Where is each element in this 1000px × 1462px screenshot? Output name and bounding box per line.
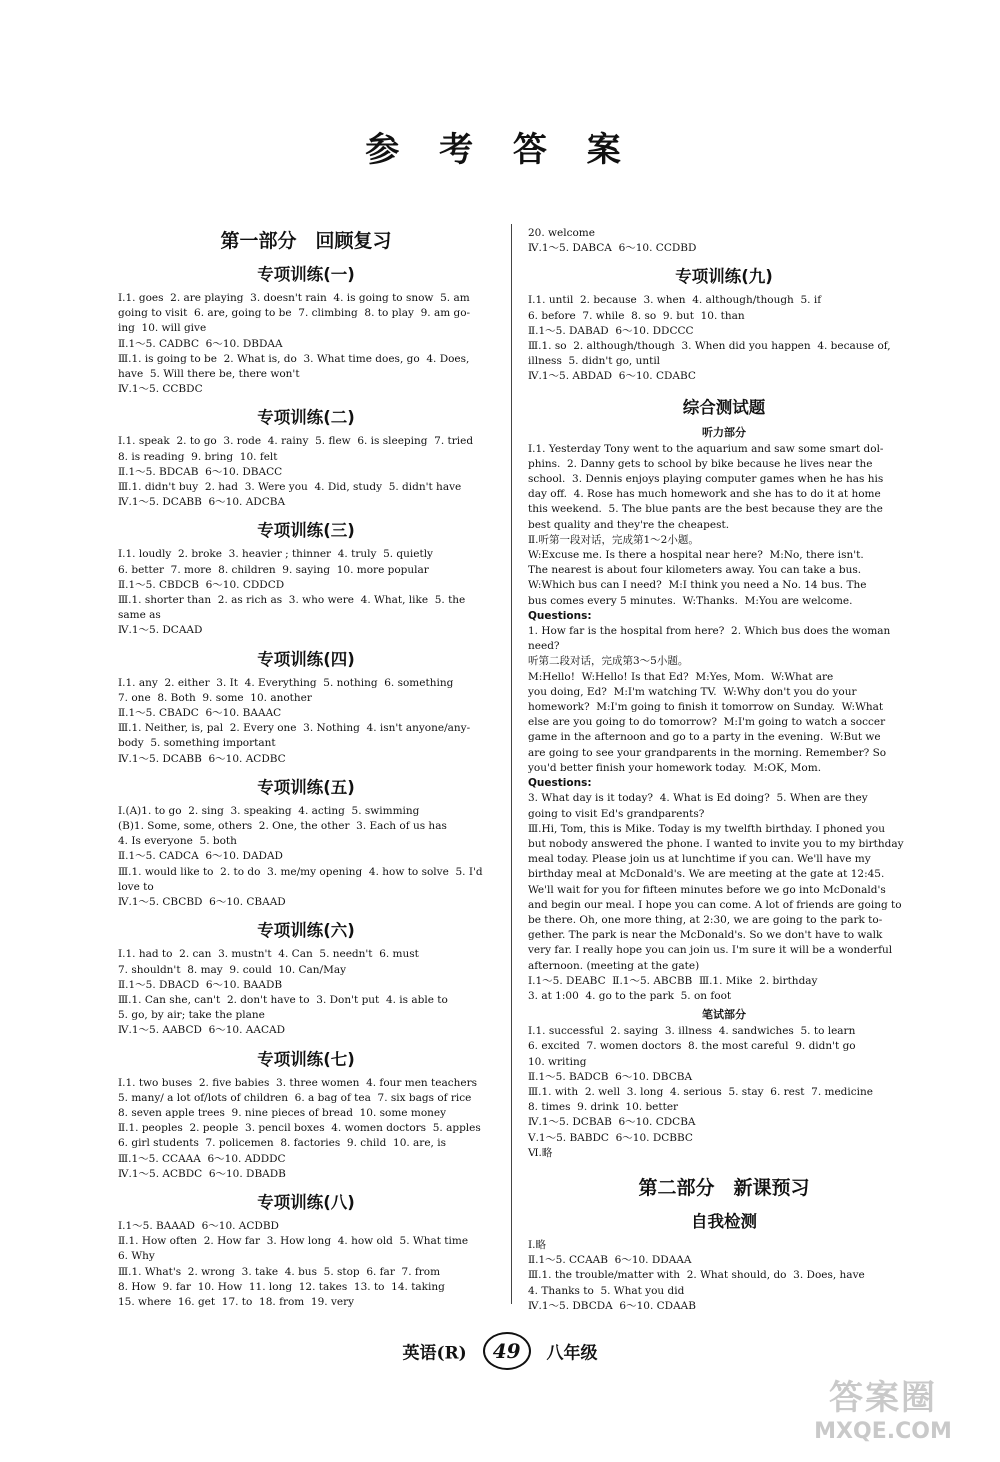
answer-line: Ⅳ.1～5. ACBDC 6～10. DBADB: [118, 1167, 286, 1180]
answer-line: birthday meal at McDonald's. We are meeting at the gate at 12:45.: [528, 868, 885, 881]
answer-line: bus comes every 5 minutes. W:Thanks. M:You are welcome.: [528, 594, 853, 607]
section-heading: 专项训练(一): [257, 265, 355, 284]
answer-line: 15. where 16. get 17. to 18. from 19. very: [118, 1295, 355, 1308]
section-heading: 专项训练(八): [257, 1192, 355, 1212]
answer-line: Ⅱ.1～5. CBADC 6～10. BAAAC: [118, 707, 282, 720]
section-body: [118, 1076, 494, 1182]
answer-line: 6. better 7. more 8. children 9. saying 10. more popular: [118, 563, 429, 576]
left-sections: [118, 261, 494, 1310]
watermark-url: MXQE.COM: [814, 1419, 952, 1444]
answer-line: Ⅰ.1. loudly 2. broke 3. heavier ; thinner 4. truly 5. quietly: [118, 548, 433, 561]
section-body: [118, 434, 494, 510]
answer-line: you doing, Ed? M:I'm watching TV. W:Why don't you do your: [528, 685, 857, 698]
answer-line: same as: [118, 609, 161, 622]
answer-line: Ⅲ.1. didn't buy 2. had 3. Were you 4. Did, study 5. didn't have: [118, 481, 462, 494]
written-answers: [528, 1024, 920, 1161]
answer-line: 4. Is everyone 5. both: [118, 835, 237, 848]
answer-line: W:Excuse me. Is there a hospital near here? M:No, there isn't.: [528, 549, 864, 562]
answer-line: Ⅳ.1～5. DABCA 6～10. CCDBD: [528, 242, 697, 255]
answer-line: Ⅳ.1～5. AABCD 6～10. AACAD: [118, 1024, 285, 1037]
answer-line: 8. is reading 9. bring 10. felt: [118, 450, 278, 463]
answer-line: Ⅳ.1～5. DCABB 6～10. ACDBC: [118, 752, 286, 765]
answer-line: going to visit 6. are, going to be 7. climbing 8. to play 9. am go-: [118, 307, 471, 320]
answer-line: day off. 4. Rose has much homework and she has to do it at home: [528, 488, 881, 501]
answer-line: Ⅱ.1. peoples 2. people 3. pencil boxes 4. women doctors 5. apples: [118, 1122, 481, 1135]
test-heading: 综合测试题: [682, 397, 766, 417]
answer-line: illness 5. didn't go, until: [528, 355, 661, 368]
answer-line: Ⅳ.1～5. CCBDC: [118, 383, 203, 396]
answer-line: Ⅲ.1. shorter than 2. as rich as 3. who were 4. What, like 5. the: [118, 594, 466, 607]
answer-line: Ⅰ.1. Yesterday Tony went to the aquarium and saw some smart dol-: [528, 442, 884, 455]
answer-line: 听第二段对话，完成第3～5小题。: [528, 655, 689, 668]
section-heading: 专项训练(六): [257, 921, 355, 941]
answer-line: meal today. Please join us at lunchtime if you can. We'll have my: [528, 853, 871, 866]
answer-line: Ⅲ.1. is going to be 2. What is, do 3. What time does, go 4. Does,: [118, 352, 470, 365]
answer-line: be there. Oh, one more thing, at 2:30, we are going to the park to-: [528, 913, 883, 926]
answer-line: 10. writing: [528, 1055, 587, 1068]
answer-line: game in the afternoon and go to a party in the evening. W:But we: [528, 731, 881, 744]
answer-line: best quality and they're the cheapest.: [528, 518, 730, 531]
answer-line: afternoon. (meeting at the gate): [528, 959, 700, 972]
answer-line: Ⅰ.1～5. DEABC Ⅱ.1～5. ABCBB Ⅲ.1. Mike 2. birthday: [528, 974, 818, 987]
answer-line: Ⅱ.1～5. CBDCB 6～10. CDDCD: [118, 578, 285, 591]
section-heading: 专项训练(七): [257, 1049, 355, 1069]
answer-line: Ⅳ.1～5. ABDAD 6～10. CDABC: [528, 370, 696, 383]
answer-line: need?: [528, 640, 560, 653]
answer-line: else are you going to do tomorrow? M:I'm going to watch a soccer: [528, 716, 886, 729]
answer-line: Ⅳ.1～5. DBCDA 6～10. CDAAB: [528, 1299, 696, 1312]
answer-line: 6. before 7. while 8. so 9. but 10. than: [528, 309, 745, 322]
answer-line: Ⅱ.1～5. BADCB 6～10. DBCBA: [528, 1070, 693, 1083]
answer-line: Ⅱ.1～5. DBACD 6～10. BAADB: [118, 978, 283, 991]
answer-line: Ⅱ.1～5. DABAD 6～10. DDCCC: [528, 324, 694, 337]
answer-line: Ⅰ.1. had to 2. can 3. mustn't 4. Can 5. needn't 6. must: [118, 948, 419, 961]
answer-line: Ⅱ.1～5. CCAAB 6～10. DDAAA: [528, 1254, 692, 1267]
questions-block: [528, 624, 920, 776]
answer-line: 5. many/ a lot of/lots of children 6. a bag of tea 7. six bags of rice: [118, 1091, 472, 1104]
answer-line: Ⅴ.1～5. BABDC 6～10. DCBBC: [528, 1131, 693, 1144]
answer-line: Ⅰ.(A)1. to go 2. sing 3. speaking 4. acting 5. swimming: [118, 804, 420, 817]
answer-line: Ⅲ.1. with 2. well 3. long 4. serious 5. stay 6. rest 7. medicine: [528, 1085, 873, 1098]
answer-line: 1. How far is the hospital from here? 2. Which bus does the woman: [528, 625, 891, 638]
answer-line: 6. Why: [118, 1250, 155, 1263]
answer-line: Ⅲ.1. would like to 2. to do 3. me/my opening 4. how to solve 5. I'd: [118, 865, 483, 878]
answer-line: 7. one 8. Both 9. some 10. another: [118, 691, 312, 704]
questions-label: Questions:: [528, 609, 592, 622]
answer-line: Ⅲ.Hi, Tom, this is Mike. Today is my twelfth birthday. I phoned you: [528, 822, 885, 835]
answer-line: Ⅲ.1. Can she, can't 2. don't have to 3. Don't put 4. is able to: [118, 993, 448, 1006]
answer-line: Ⅰ.1. until 2. because 3. when 4. although/though 5. if: [528, 294, 822, 307]
answer-line: are going to see your grandparents in the morning. Remember? So: [528, 746, 887, 759]
answer-line: Ⅲ.1. What's 2. wrong 3. take 4. bus 5. stop 6. far 7. from: [118, 1265, 441, 1278]
answer-line: Ⅰ.1. any 2. either 3. It 4. Everything 5. nothing 6. something: [118, 676, 454, 689]
section-body: [118, 804, 494, 910]
section-heading: 专项训练(四): [257, 649, 355, 669]
answer-line: 3. What day is it today? 4. What is Ed doing? 5. When are they: [528, 792, 868, 805]
answer-line: W:Which bus can I need? M:I think you need a No. 14 bus. The: [528, 579, 867, 592]
answer-line: 6. girl students 7. policemen 8. factories 9. child 10. are, is: [118, 1137, 446, 1150]
page-footer: [0, 1332, 1000, 1370]
answer-line: Ⅱ.1～5. BDCAB 6～10. DBACC: [118, 465, 283, 478]
left-column: [118, 226, 494, 1310]
watermark: [788, 1370, 978, 1444]
questions-label: Questions:: [528, 777, 592, 790]
footer-subject: 英语(R): [402, 1343, 467, 1364]
answer-line: Ⅰ.1. speak 2. to go 3. rode 4. rainy 5. flew 6. is sleeping 7. tried: [118, 435, 474, 448]
self-test-heading: 自我检测: [691, 1211, 757, 1231]
answer-line: Ⅰ.1. successful 2. saying 3. illness 4. sandwiches 5. to learn: [528, 1025, 856, 1038]
answer-line: Ⅰ.略: [528, 1238, 546, 1251]
self-test-answers: [528, 1238, 920, 1314]
answer-line: 3. at 1:00 4. go to the park 5. on foot: [528, 989, 732, 1002]
section-body: [118, 676, 494, 767]
answer-line: very far. I really hope you can join us. I'm sure it will be a wonderful: [528, 944, 893, 957]
answer-line: 8. times 9. drink 10. better: [528, 1101, 679, 1114]
answer-line: love to: [118, 880, 154, 893]
answer-line: phins. 2. Danny gets to school by bike because he lives near the: [528, 457, 873, 470]
answer-line: Ⅲ.1～5. CCAAA 6～10. ADDDC: [118, 1152, 286, 1165]
answer-line: Ⅱ.1～5. CADCA 6～10. DADAD: [118, 850, 283, 863]
answer-line: 4. Thanks to 5. What you did: [528, 1284, 685, 1297]
page-title: 参 考 答 案: [365, 130, 635, 170]
answer-line: Ⅲ.1. the trouble/matter with 2. What should, do 3. Does, have: [528, 1269, 865, 1282]
answer-line: Ⅲ.1. Neither, is, pal 2. Every one 3. Nothing 4. isn't anyone/any-: [118, 722, 471, 735]
answer-line: but nobody answered the phone. I wanted to invite you to my birthday: [528, 837, 904, 850]
continued-answers: [528, 226, 920, 256]
watermark-logo: 答案圈: [829, 1378, 937, 1418]
answer-line: Ⅳ.1～5. DCABB 6～10. ADCBA: [118, 496, 286, 509]
answer-line: this weekend. 5. The blue pants are the best because they are the: [528, 503, 883, 516]
right-column: [528, 226, 920, 1314]
page-number: 49: [483, 1332, 531, 1370]
answer-line: Ⅰ.1～5. BAAAD 6～10. ACDBD: [118, 1219, 279, 1232]
listening-answers: [528, 442, 920, 609]
answer-line: Ⅱ.1. How often 2. How far 3. How long 4. how old 5. What time: [118, 1235, 469, 1248]
footer-grade: 八年级: [546, 1343, 598, 1364]
answer-line: 8. seven apple trees 9. nine pieces of bread 10. some money: [118, 1106, 447, 1119]
answer-line: Ⅱ.1～5. CADBC 6～10. DBDAA: [118, 337, 283, 350]
answer-line: Ⅳ.1～5. CBCBD 6～10. CBAAD: [118, 896, 286, 909]
section-heading: 专项训练(五): [257, 777, 355, 797]
answer-line: Ⅵ.略: [528, 1146, 553, 1159]
answer-line: The nearest is about four kilometers away. You can take a bus.: [528, 564, 862, 577]
listening-title: 听力部分: [702, 425, 746, 439]
written-title: 笔试部分: [702, 1008, 746, 1022]
answer-line: M:Hello! W:Hello! Is that Ed? M:Yes, Mom. W:What are: [528, 670, 834, 683]
answer-line: 20. welcome: [528, 227, 595, 239]
answer-line: homework? M:I'm going to finish it tomorrow on Sunday. W:What: [528, 701, 884, 714]
part-one-title: 第一部分 回顾复习: [220, 230, 392, 252]
answer-line: school. 3. Dennis enjoys playing computer games when he has his: [528, 473, 884, 486]
section-heading: 专项训练(九): [675, 267, 773, 287]
answer-line: Ⅰ.1. goes 2. are playing 3. doesn't rain 4. is going to snow 5. am: [118, 292, 470, 304]
answer-line: Ⅰ.1. two buses 2. five babies 3. three women 4. four men teachers: [118, 1076, 477, 1089]
answer-line: (B)1. Some, some, others 2. One, the other 3. Each of us has: [118, 820, 447, 833]
answer-line: Ⅱ.听第一段对话，完成第1～2小题。: [528, 533, 699, 546]
answer-line: you'd better finish your homework today. M:OK, Mom.: [528, 761, 822, 774]
column-divider: [511, 224, 512, 1304]
answer-line: 8. How 9. far 10. How 11. long 12. takes 13. to 14. taking: [118, 1280, 445, 1293]
answer-line: have 5. Will there be, there won't: [118, 368, 300, 381]
section-heading: 专项训练(三): [257, 521, 355, 541]
section-body: [118, 1219, 494, 1310]
answer-line: Ⅳ.1～5. DCBAB 6～10. CDCBA: [528, 1116, 696, 1129]
answer-line: ing 10. will give: [118, 322, 207, 335]
answer-line: body 5. something important: [118, 737, 276, 750]
section-body: [118, 291, 494, 397]
section-body: [528, 293, 920, 384]
part-two-title: 第二部分 新课预习: [638, 1176, 810, 1199]
section-heading: 专项训练(二): [257, 408, 355, 428]
answer-line: gether. The park is near the McDonald's. So we don't have to walk: [528, 929, 883, 942]
answer-line: 6. excited 7. women doctors 8. the most careful 9. didn't go: [528, 1040, 856, 1053]
answer-line: going to visit Ed's grandparents?: [528, 807, 705, 820]
answer-line: Ⅲ.1. so 2. although/though 3. When did you happen 4. because of,: [528, 340, 891, 353]
answer-line: We'll wait for you for fifteen minutes before we go into McDonald's: [528, 883, 886, 896]
answer-line: Ⅳ.1～5. DCAAD: [118, 624, 203, 637]
questions-block: [528, 791, 920, 1004]
section-body: [118, 947, 494, 1038]
answer-line: 7. shouldn't 8. may 9. could 10. Can/May: [118, 963, 347, 976]
answer-line: 5. go, by air; take the plane: [118, 1009, 265, 1022]
section-body: [118, 547, 494, 638]
answer-line: and begin our meal. I hope you can come. A lot of friends are going to: [528, 898, 902, 911]
